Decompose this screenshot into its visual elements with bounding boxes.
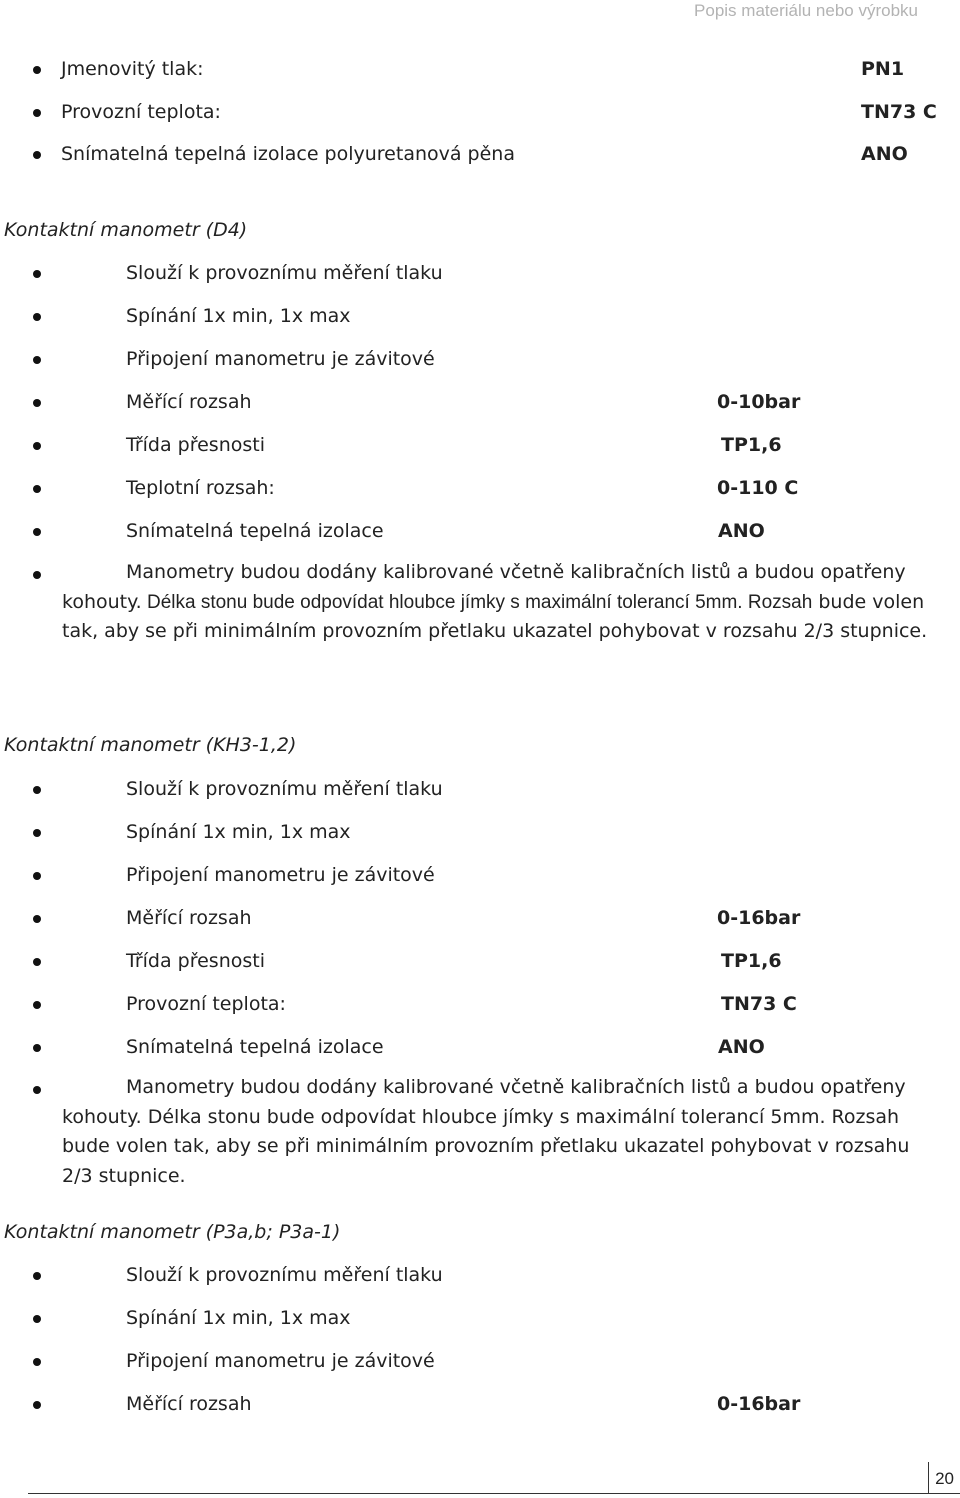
paragraph-text: Délka stonu bude odpovídat hloubce jímky s maximální tolerancí 5mm. Rozsah [141,1105,900,1128]
list-item-value: ANO [861,143,908,165]
list-item-value: TN73 C [861,101,937,123]
list-item-label: Slouží k provoznímu měření tlaku [126,1264,443,1286]
list-item-label: Měřící rozsah [126,391,252,413]
list-item-label: Měřící rozsah [126,1393,252,1415]
bullet-icon [33,958,41,966]
bullet-icon [33,151,41,159]
list-item-label: Měřící rozsah [126,907,252,929]
bullet-icon [33,399,41,407]
list-item-label: Připojení manometru je závitové [126,864,435,886]
bullet-icon [33,109,41,117]
section-title: Kontaktní manometr (KH3-1,2) [4,734,297,756]
list-item-value: ANO [718,520,765,542]
bullet-icon [33,829,41,837]
list-item-value: ANO [718,1036,765,1058]
list-item-label: Třída přesnosti [126,950,265,972]
paragraph-text: bude volen tak, aby se při minimálním provozním přetlaku ukazatel pohybovat v rozsahu 2/3 stupnice. [62,590,928,643]
bullet-icon [33,915,41,923]
list-item-value: 0-16bar [717,907,801,929]
page-number: 20 [935,1469,954,1488]
list-item-value: 0-110 C [717,477,799,499]
list-item-label: Snímatelná tepelná izolace [126,520,384,542]
list-item-label: Teplotní rozsah: [126,477,275,499]
bullet-icon [33,786,41,794]
list-item-value: 0-16bar [717,1393,801,1415]
list-item-label: Provozní teplota: [61,101,221,123]
list-item-label: Slouží k provoznímu měření tlaku [126,262,443,284]
bullet-icon [33,872,41,880]
page-header-title: Popis materiálu nebo výrobku [694,1,918,20]
paragraph-text: Manometry budou dodány kalibrované včetně kalibračních listů a budou opatřeny kohouty. [62,1076,906,1128]
list-item-value: TN73 C [721,993,797,1015]
bullet-icon [33,1358,41,1366]
paragraph-text: bude volen tak, aby se při minimálním provozním přetlaku ukazatel pohybovat v rozsahu 2/3 stupnice. [62,1135,910,1187]
list-item-label: Spínání 1x min, 1x max [126,821,351,843]
list-item-label: Snímatelná tepelná izolace [126,1036,384,1058]
list-item-label: Připojení manometru je závitové [126,348,435,370]
bullet-icon [33,1315,41,1323]
bullet-icon [33,528,41,536]
bullet-icon [33,485,41,493]
list-item-label: Jmenovitý tlak: [61,58,204,80]
bullet-icon [33,313,41,321]
list-item-label: Spínání 1x min, 1x max [126,1307,351,1329]
list-item-value: PN1 [861,58,905,80]
list-item-label: Provozní teplota: [126,993,286,1015]
bullet-icon [33,1401,41,1409]
bullet-icon [33,66,41,74]
list-item-value: 0-10bar [717,391,801,413]
bullet-icon [33,442,41,450]
bullet-icon [33,1001,41,1009]
list-item-label: Připojení manometru je závitové [126,1350,435,1372]
bullet-icon [33,1044,41,1052]
section-paragraph [62,558,942,647]
paragraph-text: Manometry budou dodány kalibrované včetně kalibračních listů a budou opatřeny kohouty. [62,561,906,613]
bullet-icon [33,1272,41,1280]
list-item-value: TP1,6 [721,950,782,972]
section-title: Kontaktní manometr (D4) [4,219,248,241]
bullet-icon [33,571,41,579]
section-title: Kontaktní manometr (P3a,b; P3a-1) [4,1221,341,1243]
footer-divider [28,1493,960,1494]
list-item-label: Třída přesnosti [126,434,265,456]
bullet-icon [33,356,41,364]
list-item-label: Snímatelná tepelná izolace polyuretanová pěna [61,143,515,165]
list-item-label: Spínání 1x min, 1x max [126,305,351,327]
list-item-value: TP1,6 [721,434,782,456]
paragraph-text: Délka stonu bude odpovídat hloubce jímky s maximální tolerancí 5mm. Rozsah [141,591,813,613]
bullet-icon [33,270,41,278]
list-item-label: Slouží k provoznímu měření tlaku [126,778,443,800]
section-paragraph [62,1073,942,1191]
bullet-icon [33,1086,41,1094]
